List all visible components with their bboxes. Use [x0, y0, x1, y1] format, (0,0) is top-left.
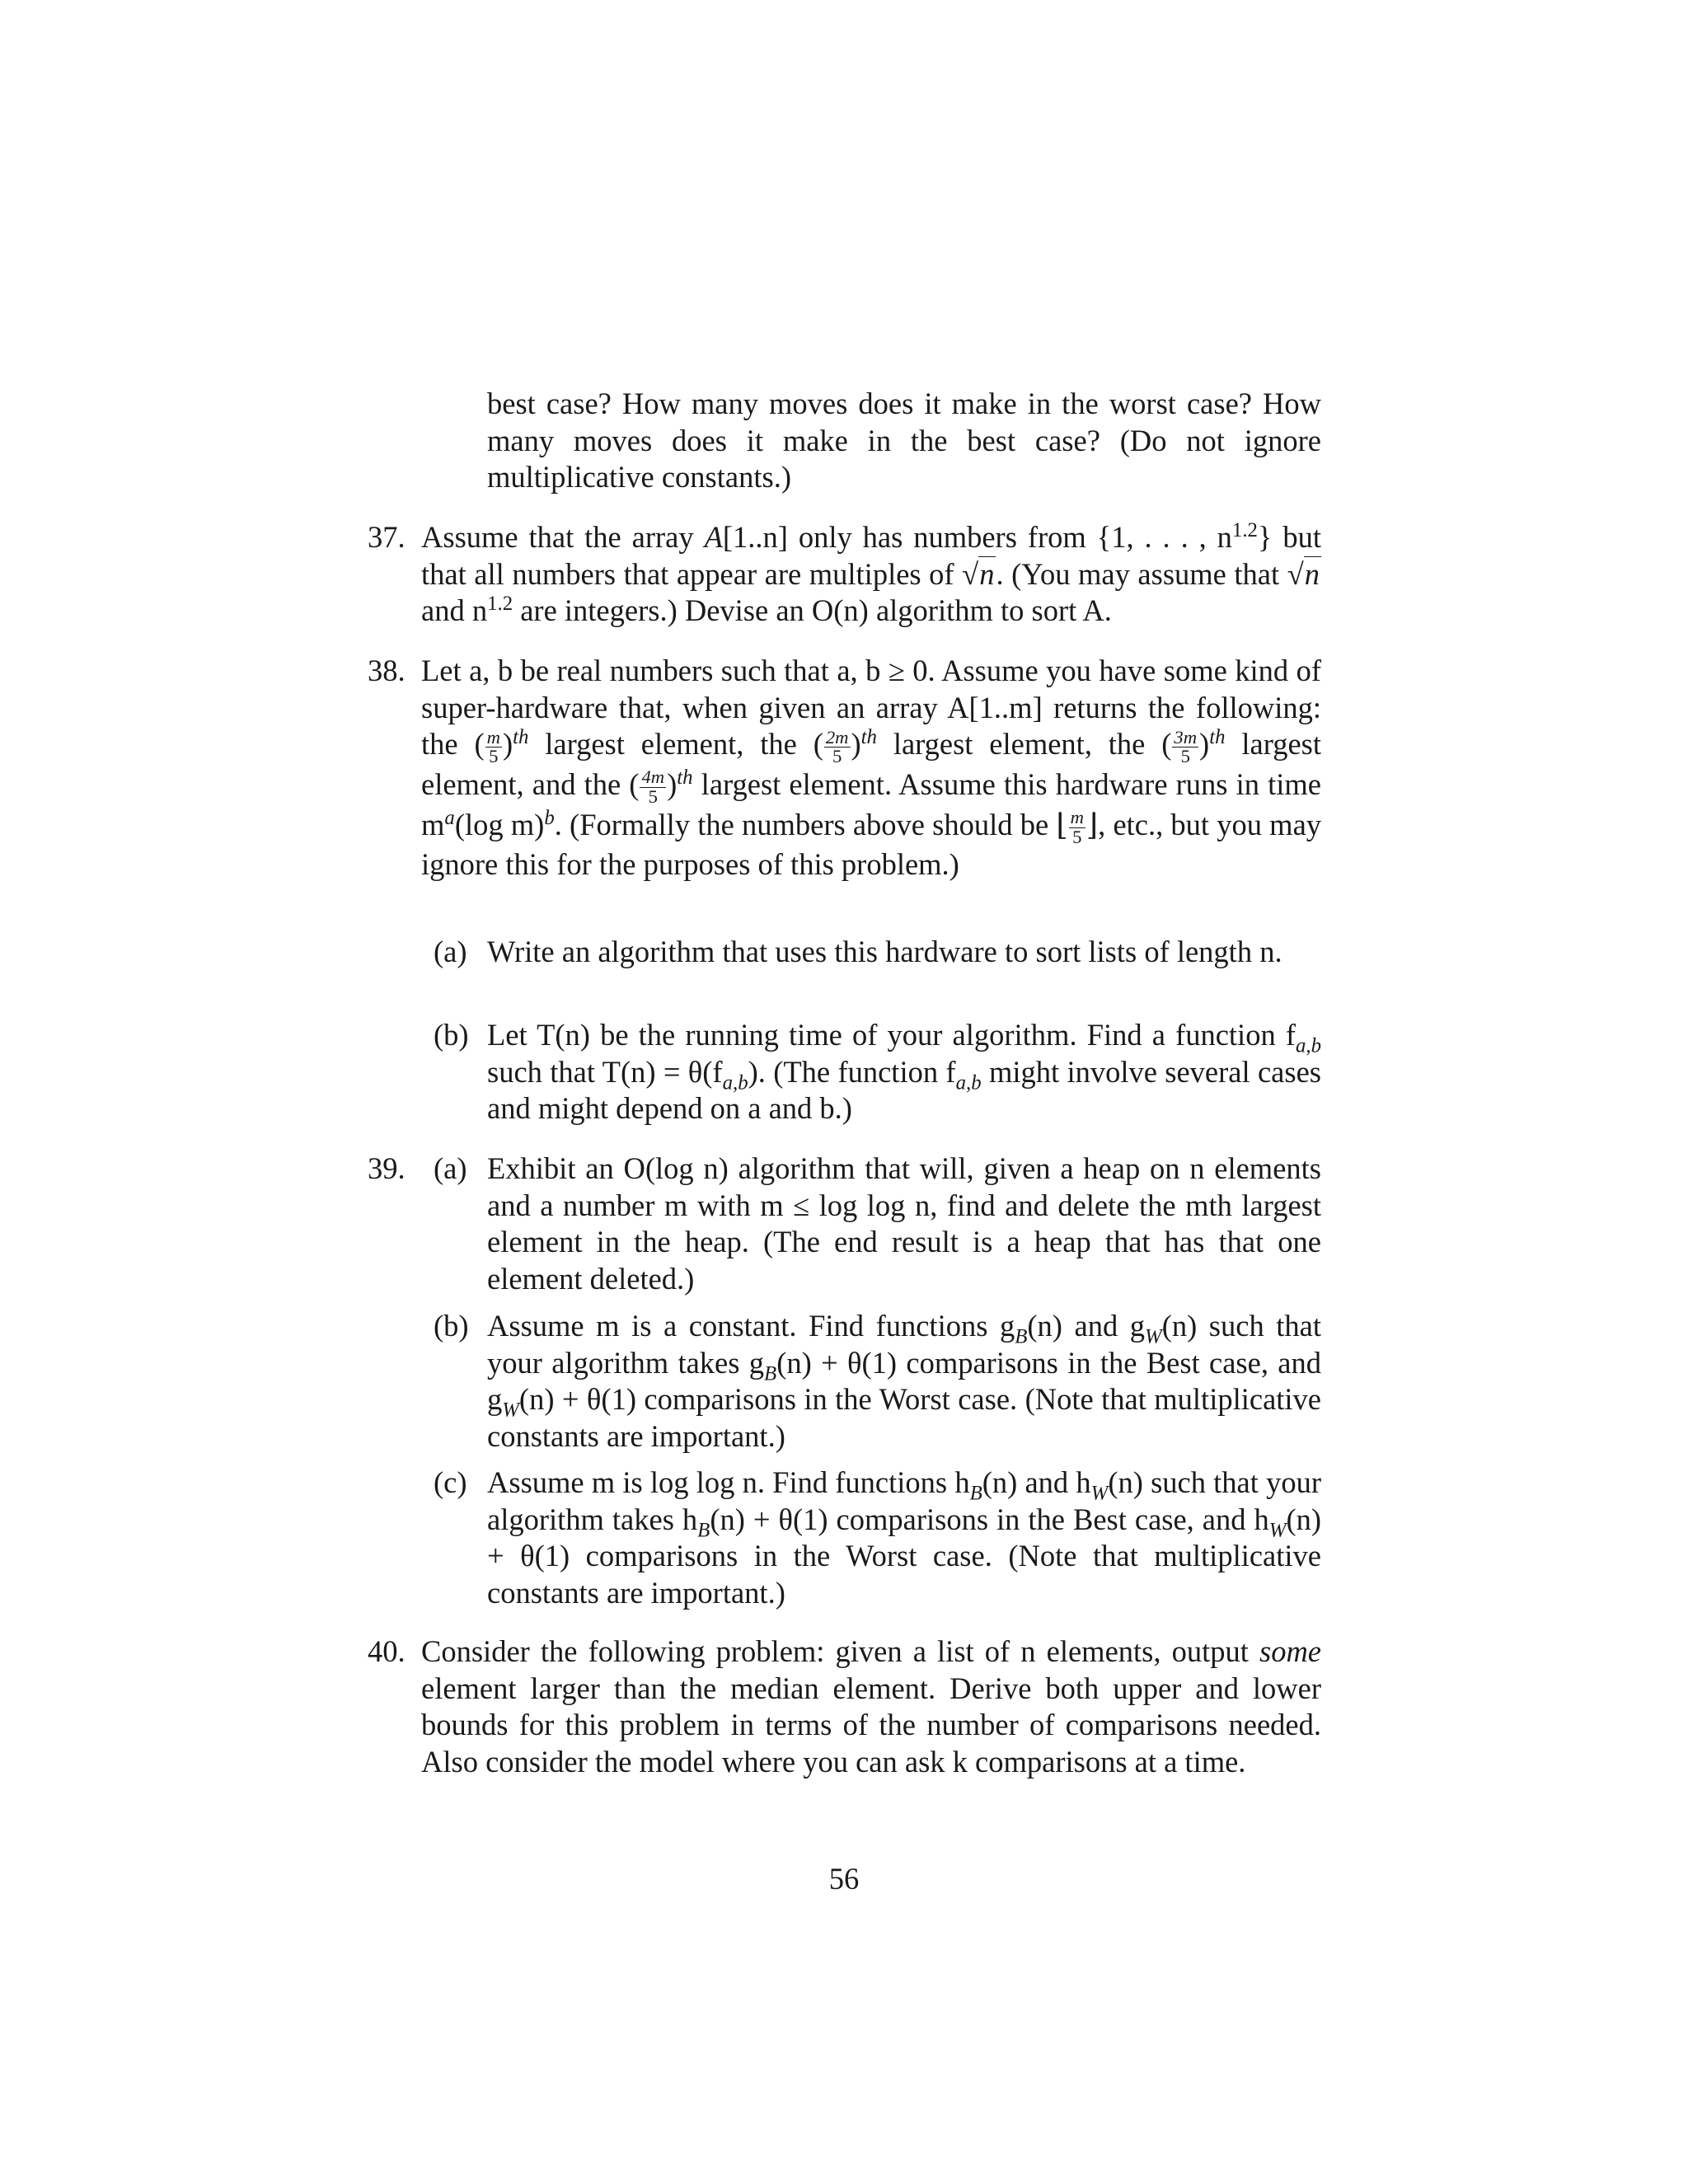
problem-38a-text: Write an algorithm that uses this hardware to sort lists of length n. — [487, 935, 1282, 968]
problem-39c-text: Assume m is log log n. Find functions $h_B(n)$ and $h_W(n)$ such that your algorithm takes $h_B(n) + \theta(1)$ comparisons in the Best case, and $h_W(n) + \theta(1)$ comparisons in the Worst case. (Note that multiplicative constants are important.) — [487, 1465, 1321, 1610]
continuation-paragraph — [487, 386, 1321, 496]
problem-37-number: 37. — [368, 520, 406, 554]
problem-38-number: 38. — [368, 654, 406, 687]
problem-39a-label: (a) — [434, 1151, 467, 1185]
problem-38a-label: (a) — [434, 935, 467, 968]
problem-40-text: Consider the following problem: given a list of n elements, output some element larger than the median element. Derive both upper and lower bounds for this problem in terms of the number of comparisons needed. Also consider the model where you can ask k comparisons at a time. — [421, 1634, 1321, 1779]
problem-39b-text: Assume m is a constant. Find functions $g_B(n)$ and $g_W(n)$ such that your algorithm takes $g_B(n) + \theta(1)$ comparisons in the Best case, and $g_W(n) + \theta(1)$ comparisons in the Worst case. (Note that multiplicative constants are important.) — [487, 1309, 1321, 1453]
sqrt-symbol: √n — [962, 556, 995, 591]
problem-40-number: 40. — [368, 1634, 406, 1668]
fraction: $\frac{2m}{5}$ — [825, 726, 849, 767]
fraction: $\frac{m}{5}$ — [1070, 807, 1084, 847]
problem-39a-text: Exhibit an O(log n) algorithm that will, given a heap on n elements and a number m with m ≤ log log n, find and delete the mth largest element in the heap. (The end result is a heap that has that one element deleted.) — [487, 1151, 1321, 1296]
problem-39b-label: (b) — [434, 1309, 469, 1343]
fraction: $\frac{4m}{5}$ — [641, 766, 665, 807]
fragment-text: best case? How many moves does it make in the worst case? How many moves does it make in the best case? (Do not ignore multiplicative constants.) — [487, 387, 1321, 494]
problem-38b-text: Let T(n) be the running time of your algorithm. Find a function $f_{a,b}$ such that $T(n) = \theta(f_{a,b})$. (The function $f_{a,b}$ might involve several cases and might depend on a and b.) — [487, 1018, 1321, 1125]
page-number: 56 — [828, 1862, 860, 1896]
problem-39-number: 39. — [368, 1151, 406, 1185]
problem-38b-label: (b) — [434, 1018, 469, 1052]
problem-38-text: Let a, b be real numbers such that a, b ≥ 0. Assume you have some kind of super-hardware that, when given an array A[1..m] returns the following: the ( $\frac{m}{5}$ )$^{th}$ largest element, the ( $\frac{2m}{5}$ )$^{th}$ largest element, the ( $\frac{3m}{5}$ )$^{th}$ largest element, and the ( $\frac{4m}{5}$ )$^{th}$ largest element. Assume this hardware runs in time $m^a(\log$ m)$^b$. (Formally the numbers above should be ⌊ $\frac{m}{5}$ ⌋, etc., but you may ignore this for the purposes of this problem.) — [421, 654, 1322, 882]
fraction: $\frac{3m}{5}$ — [1174, 726, 1198, 767]
fraction: $\frac{m}{5}$ — [486, 726, 500, 767]
sqrt-symbol: √n — [1287, 556, 1320, 591]
problem-37-text: Assume that the array A[1..n] only has numbers from {1, . . . , $n^{1.2}$} but that all numbers that appear are multiples of √n. (You may assume that √n and $n^{1.2}$ are integers.) Devise an O(n) algorithm to sort A. — [421, 518, 1321, 627]
problem-39c-label: (c) — [434, 1465, 467, 1499]
